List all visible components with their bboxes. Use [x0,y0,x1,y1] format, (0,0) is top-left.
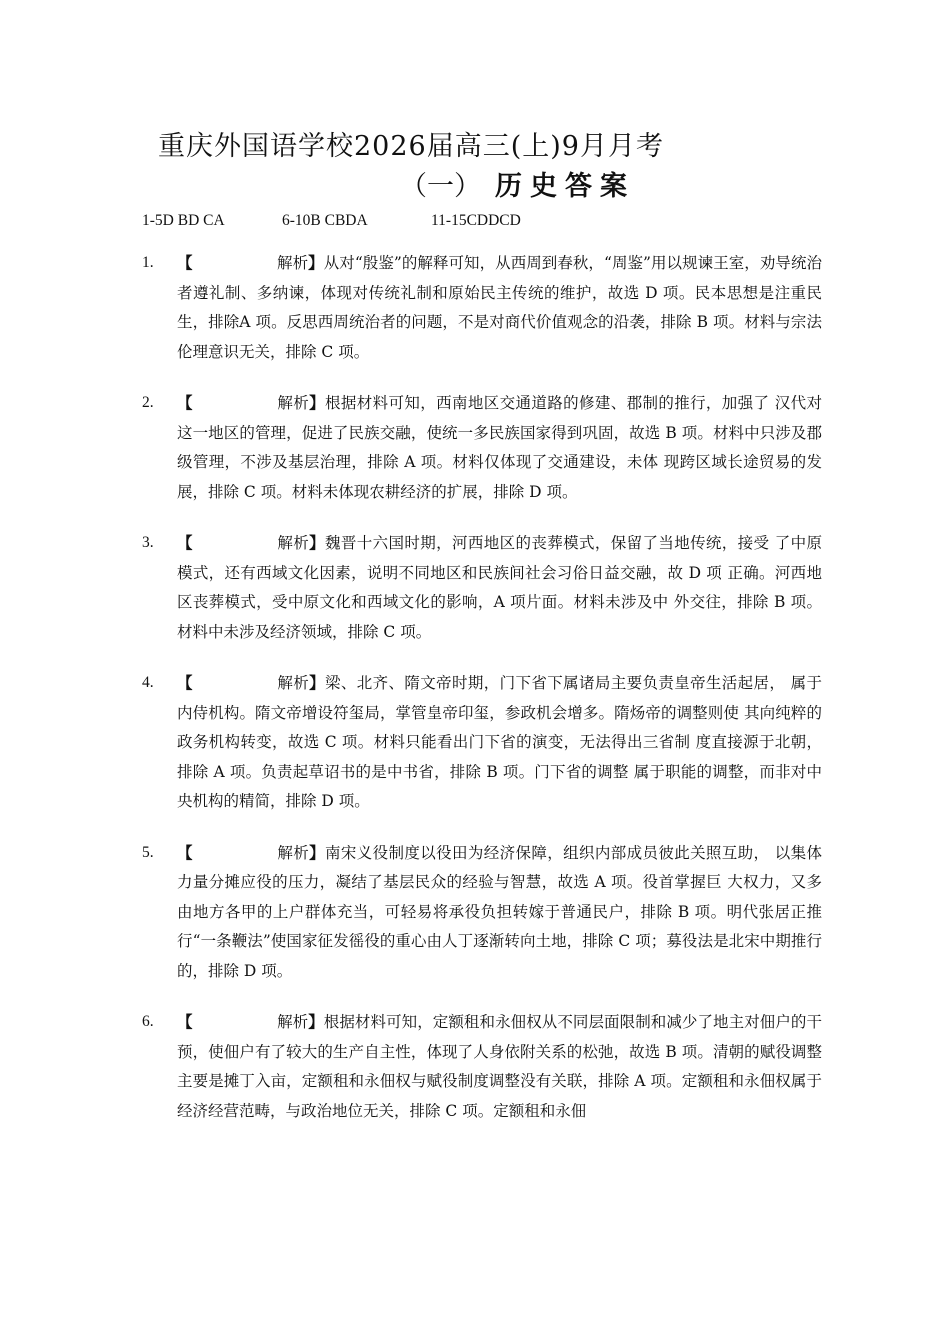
bracket-open: 【 [177,253,193,272]
analysis-tag: 解析 [277,1013,309,1031]
question-explanation [142,528,822,647]
bracket-open: 【 [177,1012,193,1031]
answer-group-1: 1-5D BD CA [142,212,225,229]
question-number: 1. [142,254,154,271]
question-number: 3. [142,534,154,551]
subtitle-main: 历史答案 [495,171,635,202]
explanation-text: 从对“殷鉴”的解释可知，从西周到春秋，“周鉴”用以规谏王室，劝导统治者遵礼制、多纳谏，体现对传统礼制和原始民主传统的维护，故选 D 项。民本思想是注重民生，排除A 项。反思西周统治者的问题，不是对商代价值观念的沿袭，排除 B 项。材料与宗法伦理意识无关，排除 C 项。 [177,254,822,361]
answer-key [142,212,521,230]
bracket-open: 【 [177,673,193,692]
analysis-tag: 解析 [277,254,309,272]
question-explanation [142,248,822,367]
explanations-list [142,248,822,1147]
bracket-open: 【 [177,842,193,862]
analysis-tag: 解析 [277,843,310,862]
bracket-open: 【 [177,533,193,552]
question-explanation [142,1007,822,1126]
question-explanation [142,388,822,507]
subtitle-paren: （一） [400,171,481,202]
explanation-text: 魏晋十六国时期，河西地区的丧葬模式，保留了当地传统，接受 了中原模式，还有西域文化因素，说明不同地区和民族间社会习俗日益交融，故 D 项 正确。河西地区丧葬模式，受中原文化和西域文化的影响，A 项片面。材料未涉及中 外交往，排除 B 项。材料中未涉及经济领域，排除 C 项。 [177,534,822,641]
question-explanation [142,838,822,987]
analysis-tag: 解析 [277,674,310,692]
bracket-close: 】 [309,393,325,412]
bracket-close: 】 [309,533,325,552]
question-number: 2. [142,394,154,411]
answer-group-3: 11-15CDDCD [431,212,521,229]
explanation-text: 梁、北齐、隋文帝时期，门下省下属诸局主要负责皇帝生活起居， 属于内侍机构。隋文帝增设符玺局，掌管皇帝印玺，参政机会增多。隋炀帝的调整则使 其向纯粹的政务机构转变，故选 C 项。材料只能看出门下省的演变，无法得出三省制 度直接源于北朝，排除 A 项。负责起草诏书的是中书省，排除 B 项。门下省的调整 属于职能的调整，而非对中央机构的精简，排除 D 项。 [177,674,822,810]
exam-subtitle [400,164,635,203]
question-number: 6. [142,1013,154,1030]
analysis-tag: 解析 [277,394,310,412]
bracket-close: 】 [308,1012,324,1031]
bracket-open: 【 [177,393,193,412]
explanation-text: 根据材料可知，定额租和永佃权从不同层面限制和减少了地主对佃户的干预，使佃户有了较大的生产自主性，体现了人身依附关系的松弛，故选 B 项。清朝的赋役调整主要是摊丁入亩，定额租和永佃权与赋役制度调整没有关联，排除 A 项。定额租和永佃权属于经济经营范畴，与政治地位无关，排除 C 项。定额租和永佃 [177,1013,822,1120]
explanation-text: 根据材料可知，西南地区交通道路的修建、郡制的推行，加强了 汉代对这一地区的管理，促进了民族交融，使统一多民族国家得到巩固，故选 B 项。材料中只涉及郡级管理，不涉及基层治理，排除 A 项。材料仅体现了交通建设，未体 现跨区域长途贸易的发展，排除 C 项。材料未体现农耕经济的扩展，排除 D 项。 [177,394,822,501]
answer-group-2: 6-10B CBDA [282,212,368,229]
bracket-close: 】 [309,842,325,862]
question-number: 4. [142,674,154,691]
explanation-text: 南宋义役制度以役田为经济保障，组织内部成员彼此关照互助， 以集体力量分摊应役的压力，凝结了基层民众的经验与智慧，故选 A 项。役首掌握巨 大权力，又多由地方各甲的上户群体充当，可轻易将承役负担转嫁于普通民户，排除 B 项。明代张居正推行“一条鞭法”使国家征发徭役的重心由人丁逐渐转向土地，排除 C 项；募役法是北宋中期推行的，排除 D 项。 [177,843,822,980]
bracket-close: 】 [309,673,325,692]
analysis-tag: 解析 [277,534,310,552]
question-explanation [142,668,822,817]
question-number: 5. [142,843,154,861]
exam-title: 重庆外国语学校2026届高三(上)9月月考 [158,131,664,162]
bracket-close: 】 [308,253,324,272]
